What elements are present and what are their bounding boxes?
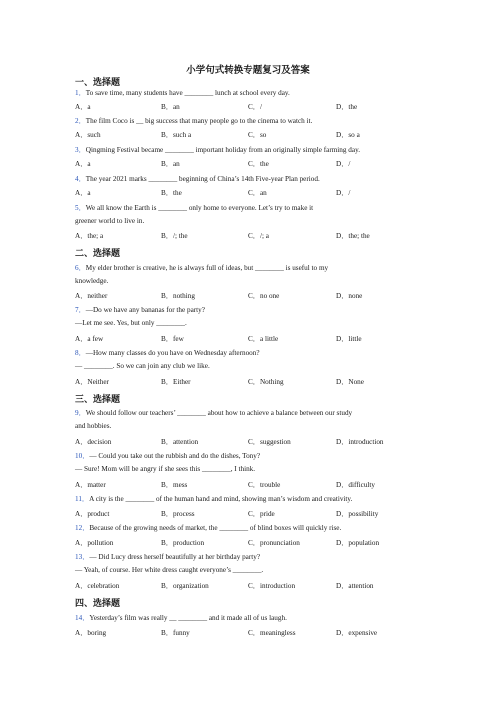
option-d: D．difficulty xyxy=(336,481,375,489)
question-9-options xyxy=(75,437,435,447)
option-a: A．a xyxy=(75,160,91,168)
option-b: B．such a xyxy=(161,131,192,139)
option-d: D．expensive xyxy=(336,629,378,637)
question-11 xyxy=(75,494,352,504)
question-1 xyxy=(75,88,290,98)
question-number: 12． xyxy=(75,524,90,532)
question-9-continued: and hobbies. xyxy=(75,422,112,430)
option-a: A．neither xyxy=(75,292,108,300)
question-number: 4． xyxy=(75,175,86,183)
option-c: C．so xyxy=(248,131,267,139)
option-d: D．none xyxy=(336,292,363,300)
option-d: D．the xyxy=(336,103,358,111)
option-b: B．/; the xyxy=(161,232,188,240)
option-c: C．introduction xyxy=(248,582,296,590)
question-text: The film Coco is __ big success that many people go to the cinema to watch it. xyxy=(85,117,313,125)
question-8-continued: — ________. So we can join any club we like. xyxy=(75,362,210,370)
option-d: D．attention xyxy=(336,582,374,590)
question-13-options xyxy=(75,581,435,591)
question-number: 11． xyxy=(75,495,90,503)
section-heading-4: 四、选择题 xyxy=(75,598,121,608)
question-7 xyxy=(75,305,205,315)
question-number: 9． xyxy=(75,409,86,417)
question-13 xyxy=(75,552,260,562)
option-c: C．/ xyxy=(248,103,262,111)
question-14-options xyxy=(75,628,435,638)
question-number: 14． xyxy=(75,614,90,622)
option-a: A．boring xyxy=(75,629,107,637)
option-a: A．a few xyxy=(75,335,104,343)
question-number: 1． xyxy=(75,89,86,97)
question-14 xyxy=(75,613,287,623)
option-b: B．Either xyxy=(161,378,191,386)
question-7-options xyxy=(75,334,435,344)
question-number: 13． xyxy=(75,553,90,561)
option-c: C．an xyxy=(248,189,267,197)
option-a: A．pollution xyxy=(75,539,114,547)
question-5 xyxy=(75,203,313,213)
question-text: Qingming Festival became ________ important holiday from an originally simple farming day. xyxy=(85,146,360,154)
section-heading-2: 二、选择题 xyxy=(75,248,121,258)
option-d: D．/ xyxy=(336,160,351,168)
option-c: C．suggestion xyxy=(248,438,291,446)
option-a: A．decision xyxy=(75,438,112,446)
question-text: We should follow our teachers’ ________ about how to achieve a balance between our study xyxy=(85,409,353,417)
option-d: D．the; the xyxy=(336,232,370,240)
option-d: D．None xyxy=(336,378,364,386)
question-4 xyxy=(75,174,320,184)
question-number: 5． xyxy=(75,204,86,212)
option-a: A．Neither xyxy=(75,378,109,386)
question-12 xyxy=(75,523,341,533)
question-6-options xyxy=(75,291,435,301)
option-b: B．organization xyxy=(161,582,209,590)
question-10-options xyxy=(75,480,435,490)
question-2-options xyxy=(75,130,435,140)
question-text: —How many classes do you have on Wednesday afternoon? xyxy=(85,349,260,357)
question-2 xyxy=(75,116,312,126)
option-c: C．meaningless xyxy=(248,629,296,637)
option-c: C．Nothing xyxy=(248,378,284,386)
option-b: B．process xyxy=(161,510,195,518)
option-a: A．a xyxy=(75,189,91,197)
option-a: A．matter xyxy=(75,481,106,489)
option-c: C．no one xyxy=(248,292,280,300)
option-d: D．little xyxy=(336,335,362,343)
option-d: D．population xyxy=(336,539,380,547)
option-d: D．so a xyxy=(336,131,360,139)
option-d: D．/ xyxy=(336,189,351,197)
option-a: A．product xyxy=(75,510,110,518)
question-text: Because of the growing needs of market, the ________ of blind boxes will quickly rise. xyxy=(89,524,342,532)
question-3-options xyxy=(75,159,435,169)
question-3 xyxy=(75,145,360,155)
option-b: B．mess xyxy=(161,481,188,489)
option-a: A．such xyxy=(75,131,101,139)
question-5-options xyxy=(75,231,435,241)
question-6 xyxy=(75,263,328,273)
question-number: 8． xyxy=(75,349,86,357)
question-13-continued: — Yeah, of course. Her white dress caught everyone’s ________. xyxy=(75,566,264,574)
option-b: B．nothing xyxy=(161,292,195,300)
page-title: 小学句式转换专题复习及答案 xyxy=(186,66,310,76)
question-10 xyxy=(75,451,260,461)
option-a: A．celebration xyxy=(75,582,120,590)
option-c: C．trouble xyxy=(248,481,281,489)
question-7-continued: —Let me see. Yes, but only ________. xyxy=(75,319,187,327)
option-c: C．/; a xyxy=(248,232,269,240)
section-heading-3: 三、选择题 xyxy=(75,394,121,404)
question-4-options xyxy=(75,188,435,198)
option-a: A．a xyxy=(75,103,91,111)
question-10-continued: — Sure! Mom will be angry if she sees this ________, I think. xyxy=(75,465,256,473)
option-c: C．pride xyxy=(248,510,275,518)
option-a: A．the; a xyxy=(75,232,104,240)
question-11-options xyxy=(75,509,435,519)
question-text: We all know the Earth is ________ only home to everyone. Let’s try to make it xyxy=(85,204,314,212)
option-c: C．the xyxy=(248,160,269,168)
question-text: —Do we have any bananas for the party? xyxy=(85,306,205,314)
option-c: C．pronunciation xyxy=(248,539,300,547)
question-8 xyxy=(75,348,260,358)
option-b: B．few xyxy=(161,335,184,343)
question-number: 7． xyxy=(75,306,86,314)
question-number: 3． xyxy=(75,146,86,154)
option-d: D．introduction xyxy=(336,438,384,446)
question-text: Yesterday’s film was really __ ________ and it made all of us laugh. xyxy=(89,614,287,622)
section-heading-1: 一、选择题 xyxy=(75,77,121,87)
option-b: B．an xyxy=(161,103,180,111)
question-9 xyxy=(75,408,352,418)
question-text: — Could you take out the rubbish and do the dishes, Tony? xyxy=(89,452,261,460)
question-8-options xyxy=(75,377,435,387)
question-number: 10． xyxy=(75,452,90,460)
question-5-continued: greener world to live in. xyxy=(75,217,145,225)
question-number: 2． xyxy=(75,117,86,125)
question-text: The year 2021 marks ________ beginning of China’s 14th Five-year Plan period. xyxy=(85,175,320,183)
question-text: To save time, many students have ________ lunch at school every day. xyxy=(85,89,290,97)
option-b: B．an xyxy=(161,160,180,168)
question-12-options xyxy=(75,538,435,548)
question-6-continued: knowledge. xyxy=(75,277,109,285)
question-number: 6． xyxy=(75,264,86,272)
option-c: C．a little xyxy=(248,335,279,343)
option-b: B．funny xyxy=(161,629,190,637)
option-b: B．the xyxy=(161,189,182,197)
question-text: A city is the ________ of the human hand and mind, showing man’s wisdom and creativity. xyxy=(89,495,353,503)
option-b: B．production xyxy=(161,539,205,547)
option-b: B．attention xyxy=(161,438,199,446)
question-text: My elder brother is creative, he is always full of ideas, but ________ is useful to my xyxy=(85,264,329,272)
option-d: D．possibility xyxy=(336,510,379,518)
question-text: — Did Lucy dress herself beautifully at her birthday party? xyxy=(89,553,261,561)
question-1-options xyxy=(75,102,435,112)
